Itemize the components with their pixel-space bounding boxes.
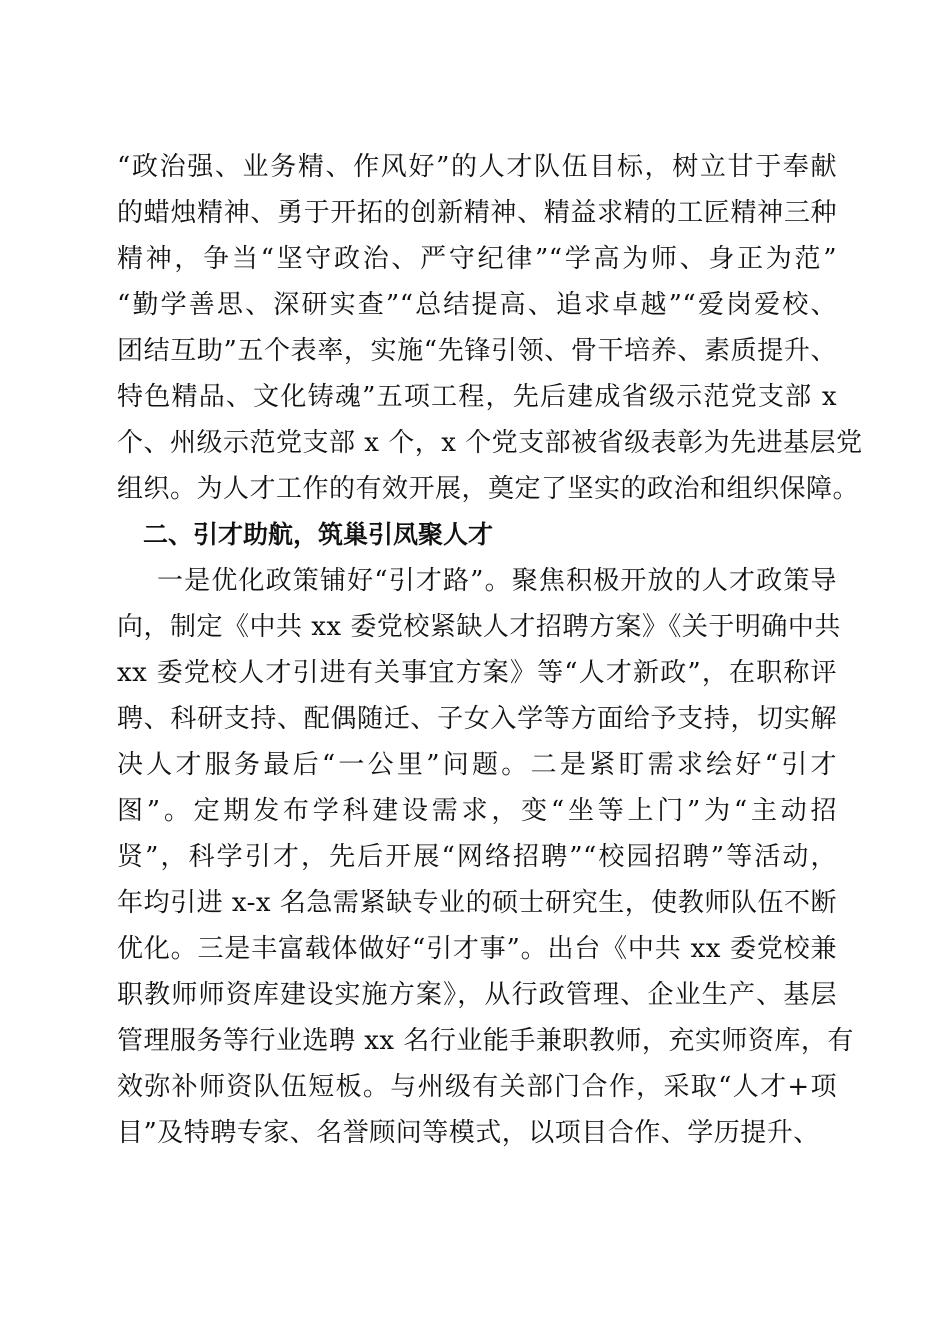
paragraph-2-line: xx 委党校人才引进有关事宜方案》等“人才新政”，在职称评	[117, 658, 837, 688]
paragraph-1-line: 组织。为人才工作的有效开展，奠定了坚实的政治和组织保障。	[117, 474, 860, 504]
paragraph-2-line: 效弥补师资队伍短板。与州级有关部门合作，采取“人才+项	[117, 1072, 837, 1102]
paragraph-2-line: 图”。定期发布学科建设需求，变“坐等上门”为“主动招	[117, 796, 837, 826]
paragraph-2-line: 向，制定《中共 xx 委党校紧缺人才招聘方案》《关于明确中共	[117, 612, 841, 642]
paragraph-2-line: 职教师师资库建设实施方案》，从行政管理、企业生产、基层	[117, 980, 837, 1010]
paragraph-2-line: 年均引进 x-x 名急需紧缺专业的硕士研究生，使教师队伍不断	[117, 888, 837, 918]
paragraph-1-line: 个、州级示范党支部 x 个，x 个党支部被省级表彰为先进基层党	[117, 428, 863, 458]
paragraph-2-line: 一是优化政策铺好“引才路”。聚焦积极开放的人才政策导	[157, 566, 837, 596]
paragraph-2-line: 决人才服务最后“一公里”问题。二是紧盯需求绘好“引才	[117, 750, 837, 780]
paragraph-2-line: 贤”，科学引才，先后开展“网络招聘”“校园招聘”等活动，	[117, 842, 837, 872]
paragraph-2-line: 聘、科研支持、配偶随迁、子女入学等方面给予支持，切实解	[117, 704, 837, 734]
paragraph-1-line: 的蜡烛精神、勇于开拓的创新精神、精益求精的工匠精神三种	[117, 198, 837, 228]
paragraph-1-line: 特色精品、文化铸魂”五项工程，先后建成省级示范党支部 x	[117, 382, 837, 412]
paragraph-1-line: 精神，争当“坚守政治、严守纪律”“学高为师、身正为范”	[117, 244, 837, 274]
paragraph-1-line: “政治强、业务精、作风好”的人才队伍目标，树立甘于奉献	[117, 152, 837, 182]
paragraph-2-line: 优化。三是丰富载体做好“引才事”。出台《中共 xx 委党校兼	[117, 934, 837, 964]
paragraph-2-line: 目”及特聘专家、名誉顾问等模式，以项目合作、学历提升、	[117, 1118, 820, 1148]
section-heading: 二、引才助航，筑巢引凤聚人才	[143, 520, 494, 549]
paragraph-1-line: 团结互助”五个表率，实施“先锋引领、骨干培养、素质提升、	[117, 336, 837, 366]
paragraph-2-line: 管理服务等行业选聘 xx 名行业能手兼职教师，充实师资库，有	[117, 1026, 854, 1056]
body-text	[117, 144, 863, 1156]
paragraph-1-line: “勤学善思、深研实查”“总结提高、追求卓越”“爱岗爱校、	[117, 290, 837, 320]
